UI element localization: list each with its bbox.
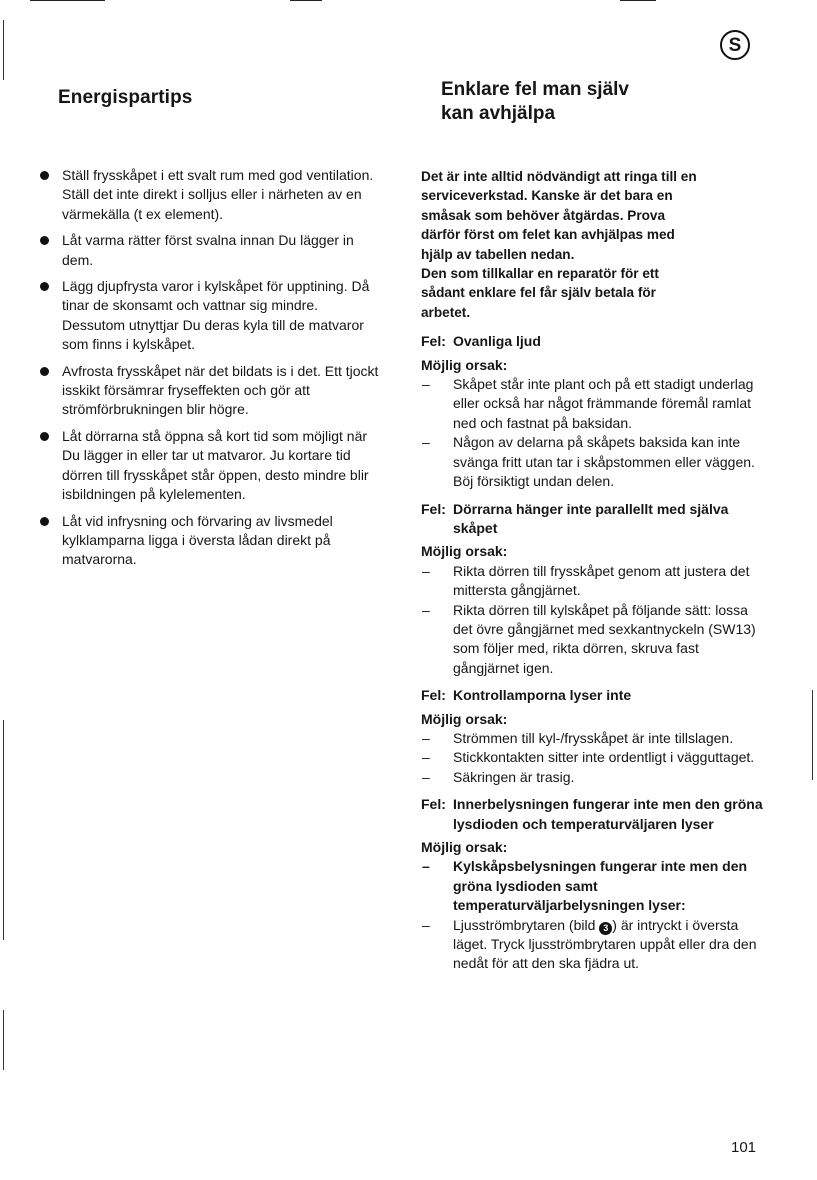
tip-text: Lägg djupfrysta varor i kylskåpet för upptining. Då tinar de skonsamt och vattnar sig mindre. Dessutom utnyttjar Du deras kyla till de matvaror som finns i kylskåpet. xyxy=(62,278,370,353)
cause-text: Kylskåpsbelysningen fungerar inte men den gröna lysdioden samt temperaturväljarbelysningen lyser: xyxy=(453,858,748,914)
intro-line: småsak som behöver åtgärdas. Prova xyxy=(421,207,666,223)
cause-item xyxy=(421,375,766,433)
troubleshooting-heading xyxy=(441,78,761,126)
scan-top-rule-2 xyxy=(290,0,322,1)
fault-heading xyxy=(421,500,766,539)
energy-tips-list xyxy=(36,166,381,577)
cause-list xyxy=(421,562,766,678)
scan-top-rule-3 xyxy=(620,0,656,1)
cause-text: Rikta dörren till kylskåpet på följande sätt: lossa det övre gångjärnet med sexkantnyckeln (SW13) som följer med, rikta dörren, skruva fast gångjärnet igen. xyxy=(453,601,756,676)
fault-title: Ovanliga ljud xyxy=(453,333,541,350)
cause-text-part: Ljusströmbrytaren (bild xyxy=(453,916,596,933)
cause-heading: Möjlig orsak: xyxy=(421,839,508,855)
bullet-icon xyxy=(40,432,49,441)
cause-heading: Möjlig orsak: xyxy=(421,543,508,560)
fault-label: Fel: xyxy=(421,500,446,517)
troubleshooting-heading-line2: kan avhjälpa xyxy=(441,103,556,124)
intro-line: Den som tillkallar en reparatör för ett xyxy=(421,266,659,282)
cause-text: Någon av delarna på skåpets baksida kan inte svänga fritt utan tar i skåpstommen eller väggen. Böj försiktigt undan delen. xyxy=(453,434,755,490)
cause-item xyxy=(421,729,766,748)
cause-list xyxy=(421,375,766,491)
cause-list xyxy=(421,857,766,973)
bullet-icon xyxy=(40,171,49,180)
cause-heading: Möjlig orsak: xyxy=(421,356,508,373)
scan-right-edge xyxy=(812,690,813,780)
energy-tips-heading: Energispartips xyxy=(58,87,193,108)
tip-item xyxy=(36,427,381,505)
dash-marker: – xyxy=(422,749,430,766)
cause-text: Strömmen till kyl-/frysskåpet är inte tillslagen. xyxy=(453,729,734,746)
cause-subheading xyxy=(421,857,766,915)
cause-item xyxy=(421,433,766,491)
tip-text: Avfrosta frysskåpet när det bildats is i det. Ett tjockt isskikt försämrar fryseffekten och gör att strömförbrukningen blir högre. xyxy=(62,362,379,418)
tip-item xyxy=(36,362,381,420)
figure-number-icon: 3 xyxy=(599,922,612,935)
tip-item xyxy=(36,231,381,270)
tip-text: Låt dörrarna stå öppna så kort tid som möjligt när Du lägger in eller tar ut matvaror. Ju kortare tid dörren till frysskåpet står öppen, desto mindre blir isbildningen på kylelementen. xyxy=(62,427,369,503)
bullet-icon xyxy=(40,367,49,376)
dash-marker: – xyxy=(422,562,430,579)
cause-list xyxy=(421,729,766,787)
dash-marker: – xyxy=(422,858,430,875)
fault-label: Fel: xyxy=(421,796,446,813)
cause-item xyxy=(421,768,766,787)
cause-heading: Möjlig orsak: xyxy=(421,710,508,727)
intro-line: därför först om felet kan avhjälpas med xyxy=(421,227,675,243)
cause-item xyxy=(421,601,766,679)
scan-left-edge-2 xyxy=(3,720,4,940)
scan-left-edge-1 xyxy=(3,20,4,80)
cause-text: Säkringen är trasig. xyxy=(453,768,575,785)
troubleshooting-column xyxy=(421,167,766,982)
page-number: 101 xyxy=(731,1139,757,1156)
dash-marker: – xyxy=(422,768,430,785)
intro-line: Det är inte alltid nödvändigt att ringa till en xyxy=(421,169,697,184)
tip-item xyxy=(36,512,381,570)
dash-marker: – xyxy=(422,916,430,933)
intro-line: sådant enklare fel får själv betala för xyxy=(421,285,656,301)
troubleshooting-heading-line1: Enklare fel man själv xyxy=(441,79,629,100)
dash-marker: – xyxy=(422,434,430,451)
cause-text: Rikta dörren till frysskåpet genom att justera det mittersta gångjärnet. xyxy=(453,562,750,599)
fault-title: Kontrollamporna lyser inte xyxy=(453,687,632,704)
tip-item xyxy=(36,166,381,224)
cause-item xyxy=(421,562,766,601)
bullet-icon xyxy=(40,517,49,526)
cause-text-part: ) är intryckt i översta läget. Tryck ljusströmbrytaren uppåt eller dra den nedåt för att den ska fjädra ut. xyxy=(453,916,757,972)
bullet-icon xyxy=(40,282,49,291)
cause-item xyxy=(421,748,766,767)
tip-item xyxy=(36,277,381,355)
troubleshooting-intro xyxy=(421,167,766,322)
fault-label: Fel: xyxy=(421,333,446,350)
fault-heading xyxy=(421,795,766,834)
bullet-icon xyxy=(40,236,49,245)
tip-text: Ställ frysskåpet i ett svalt rum med god ventilation. Ställ det inte direkt i solljus eller i närheten av en värmekälla (t ex element). xyxy=(62,167,374,222)
intro-line: arbetet. xyxy=(421,304,471,320)
tip-text: Låt vid infrysning och förvaring av livsmedel kylklamparna ligga i översta lådan direkt på matvarorna. xyxy=(62,512,333,568)
scan-top-rule-1 xyxy=(30,0,105,1)
dash-marker: – xyxy=(422,601,430,618)
country-code-badge: S xyxy=(720,30,750,60)
fault-heading xyxy=(421,332,766,351)
fault-label: Fel: xyxy=(421,687,446,704)
intro-line: hjälp av tabellen nedan. xyxy=(421,246,575,262)
intro-line: serviceverkstad. Kanske är det bara en xyxy=(421,188,673,204)
cause-item xyxy=(421,916,766,974)
fault-title: Innerbelysningen fungerar inte men den gröna lysdioden och temperaturväljaren lyser xyxy=(453,796,763,832)
tip-text: Låt varma rätter först svalna innan Du lägger in dem. xyxy=(62,232,354,268)
scan-left-edge-3 xyxy=(3,1010,4,1070)
fault-title: Dörrarna hänger inte parallellt med själva skåpet xyxy=(453,500,729,536)
dash-marker: – xyxy=(422,729,430,746)
dash-marker: – xyxy=(422,376,430,393)
fault-heading xyxy=(421,686,766,705)
cause-text: Stickkontakten sitter inte ordentligt i vägguttaget. xyxy=(453,749,755,766)
cause-text: Skåpet står inte plant och på ett stadigt underlag eller också har något främmande föremål ramlat ned och fastnat på baksidan. xyxy=(453,376,754,431)
